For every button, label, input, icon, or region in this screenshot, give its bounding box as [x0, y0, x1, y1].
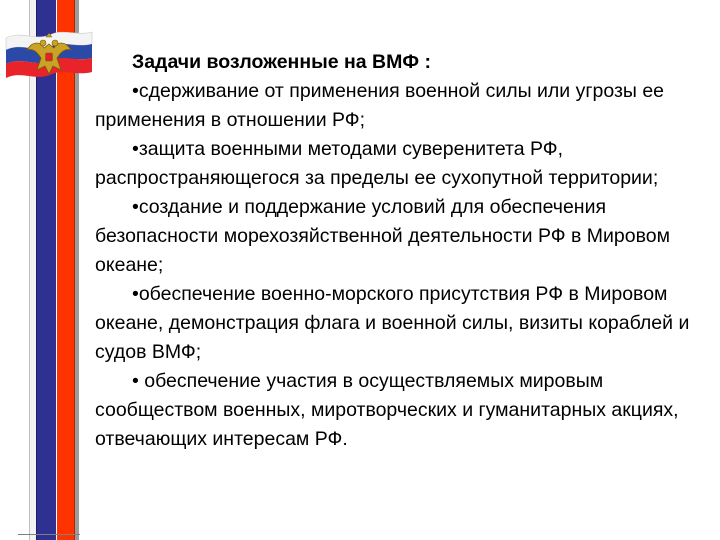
- list-item: •сдерживание от применения военной силы или угрозы ее применения в отношении РФ;: [95, 80, 665, 131]
- bottom-rule: [18, 534, 80, 535]
- russian-flag-eagle-emblem-icon: [2, 26, 96, 82]
- list-item: • обеспечение участия в осуществляемых мировым сообществом военных, миротворческих и гуманитарных акциях, отвечающих интересам РФ.: [95, 370, 679, 450]
- slide-content: [95, 48, 707, 454]
- list-item: •обеспечение военно-морского присутствия РФ в Мировом океане, демонстрация флага и военной силы, визиты кораблей и судов ВМФ;: [95, 283, 690, 363]
- slide-title: Задачи возложенные на ВМФ :: [132, 51, 431, 73]
- list-item: •защита военными методами суверенитета РФ, распространяющегося за пределы ее сухопутной территории;: [95, 138, 659, 189]
- list-item: •создание и поддержание условий для обеспечения безопасности морехозяйственной деятельности РФ в Мировом океане;: [95, 196, 670, 276]
